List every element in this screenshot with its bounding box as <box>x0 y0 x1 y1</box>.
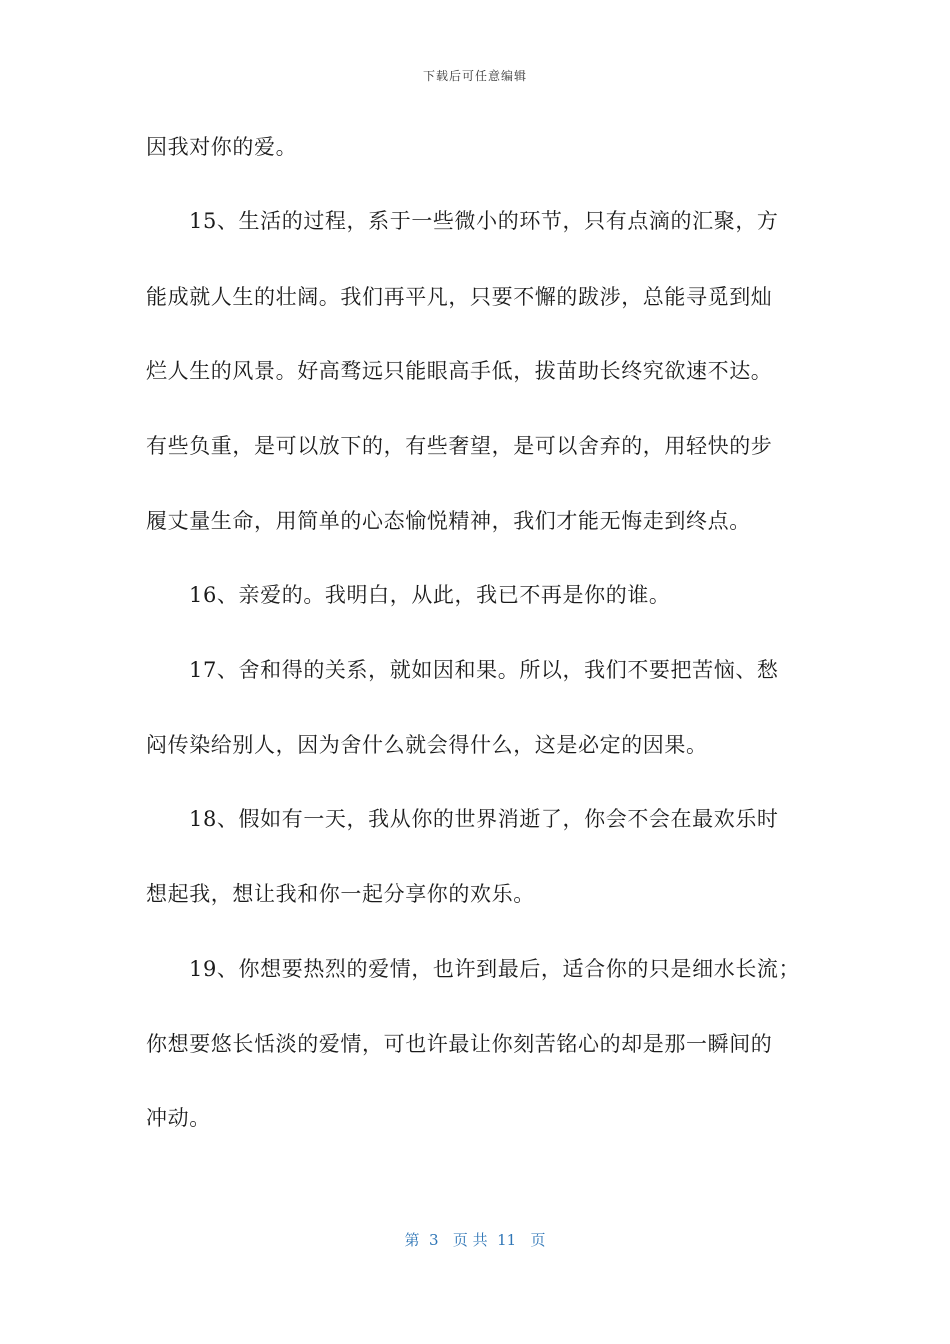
body-line: 15、生活的过程，系于一些微小的环节，只有点滴的汇聚，方 <box>189 209 779 233</box>
body-line: 有些负重，是可以放下的，有些奢望，是可以舍弃的，用轻快的步 <box>146 434 773 458</box>
body-line: 18、假如有一天，我从你的世界消逝了，你会不会在最欢乐时 <box>189 807 779 831</box>
page-header: 下载后可任意编辑 <box>422 69 527 83</box>
body-line: 16、亲爱的。我明白，从此，我已不再是你的谁。 <box>189 583 671 607</box>
body-line: 冲动。 <box>146 1106 211 1130</box>
body-line: 因我对你的爱。 <box>146 135 298 159</box>
body-line: 你想要悠长恬淡的爱情，可也许最让你刻苦铭心的却是那一瞬间的 <box>146 1032 773 1056</box>
body-line: 19、你想要热烈的爱情，也许到最后，适合你的只是细水长流； <box>189 957 801 981</box>
body-line: 烂人生的风景。好高骛远只能眼高手低，拔苗助长终究欲速不达。 <box>146 359 773 383</box>
body-line: 想起我，想让我和你一起分享你的欢乐。 <box>146 882 535 906</box>
body-line: 闷传染给别人，因为舍什么就会得什么，这是必定的因果。 <box>146 733 708 757</box>
body-line: 能成就人生的壮阔。我们再平凡，只要不懈的跋涉，总能寻觅到灿 <box>146 285 773 309</box>
body-line: 17、舍和得的关系，就如因和果。所以，我们不要把苦恼、愁 <box>189 658 779 682</box>
body-line: 履丈量生命，用简单的心态愉悦精神，我们才能无悔走到终点。 <box>146 509 751 533</box>
page-number-footer: 第 3 页 共 11 页 <box>404 1231 546 1249</box>
